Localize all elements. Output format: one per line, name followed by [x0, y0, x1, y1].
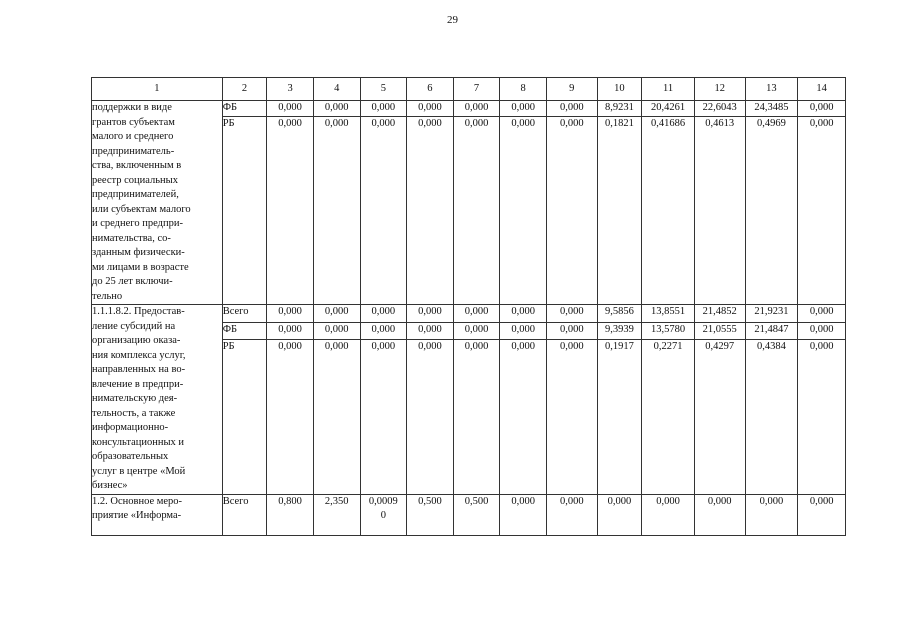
value-cell: 0,000 — [597, 494, 642, 535]
value-cell: 0,000 — [267, 116, 314, 304]
value-cell: 0,000 — [360, 340, 407, 494]
value-cell: 0,000 — [798, 305, 846, 323]
value-cell: 0,000 — [407, 101, 454, 117]
column-header: 2 — [222, 78, 267, 101]
value-cell: 0,000 — [798, 101, 846, 117]
column-header: 13 — [745, 78, 798, 101]
value-cell: 21,4847 — [745, 322, 798, 340]
funding-source-cell: ФБ — [222, 322, 267, 340]
value-cell: 0,1917 — [597, 340, 642, 494]
value-cell: 0,1821 — [597, 116, 642, 304]
value-cell: 20,4261 — [642, 101, 695, 117]
value-cell: 0,000 — [453, 116, 500, 304]
value-cell: 0,000 — [500, 116, 547, 304]
value-cell: 24,3485 — [745, 101, 798, 117]
value-cell: 0,4297 — [694, 340, 745, 494]
value-cell: 0,000 — [546, 101, 597, 117]
value-cell: 0,4384 — [745, 340, 798, 494]
column-header: 14 — [798, 78, 846, 101]
funding-source-cell: РБ — [222, 340, 267, 494]
column-header: 1 — [92, 78, 223, 101]
value-cell: 21,0555 — [694, 322, 745, 340]
value-cell: 22,6043 — [694, 101, 745, 117]
activity-name-cell: 1.1.1.8.2. Предостав- ление субсидий на организацию оказа- ния комплекса услуг, направленных на во- влечение в предпри- нимательскую дея- тельность, а также информационно- консультационных и образовательных услуг в центре «Мой бизнес» — [92, 305, 223, 495]
value-cell: 0,4969 — [745, 116, 798, 304]
column-header: 10 — [597, 78, 642, 101]
value-cell: 13,5780 — [642, 322, 695, 340]
value-cell: 0,000 — [407, 305, 454, 323]
value-cell: 0,000 — [546, 322, 597, 340]
column-header: 5 — [360, 78, 407, 101]
value-cell: 0,000 — [313, 101, 360, 117]
value-cell: 0,000 — [798, 340, 846, 494]
value-cell: 0,000 — [407, 340, 454, 494]
value-cell: 0,000 — [500, 101, 547, 117]
table-row — [92, 494, 846, 535]
value-cell: 0,000 — [642, 494, 695, 535]
value-cell: 0,000 — [745, 494, 798, 535]
value-cell: 0,000 — [798, 494, 846, 535]
column-header: 7 — [453, 78, 500, 101]
budget-table — [91, 77, 846, 536]
value-cell: 9,3939 — [597, 322, 642, 340]
value-cell: 0,000 — [267, 305, 314, 323]
value-cell: 0,0009 0 — [360, 494, 407, 535]
value-cell: 0,800 — [267, 494, 314, 535]
value-cell: 0,000 — [453, 101, 500, 117]
value-cell: 0,4613 — [694, 116, 745, 304]
value-cell: 0,000 — [360, 305, 407, 323]
value-cell: 0,000 — [453, 340, 500, 494]
column-header: 9 — [546, 78, 597, 101]
value-cell: 0,000 — [453, 305, 500, 323]
table-row — [92, 305, 846, 323]
value-cell: 0,000 — [500, 340, 547, 494]
value-cell: 0,000 — [500, 494, 547, 535]
value-cell: 8,9231 — [597, 101, 642, 117]
value-cell: 0,000 — [546, 116, 597, 304]
value-cell: 0,000 — [798, 322, 846, 340]
value-cell: 0,000 — [453, 322, 500, 340]
column-header: 4 — [313, 78, 360, 101]
funding-source-cell: Всего — [222, 305, 267, 323]
value-cell: 0,000 — [798, 116, 846, 304]
value-cell: 0,000 — [313, 322, 360, 340]
value-cell: 0,000 — [360, 101, 407, 117]
value-cell: 0,000 — [546, 305, 597, 323]
value-cell: 0,000 — [546, 494, 597, 535]
page-number: 29 — [447, 14, 458, 26]
activity-name-cell: 1.2. Основное меро- приятие «Информа- — [92, 494, 223, 535]
value-cell: 0,000 — [267, 322, 314, 340]
funding-source-cell: ФБ — [222, 101, 267, 117]
value-cell: 0,000 — [267, 340, 314, 494]
value-cell: 0,000 — [407, 322, 454, 340]
column-header: 8 — [500, 78, 547, 101]
value-cell: 0,41686 — [642, 116, 695, 304]
value-cell: 0,000 — [360, 116, 407, 304]
value-cell: 0,000 — [313, 116, 360, 304]
value-cell: 0,000 — [694, 494, 745, 535]
value-cell: 0,2271 — [642, 340, 695, 494]
value-cell: 0,500 — [453, 494, 500, 535]
value-cell: 0,000 — [407, 116, 454, 304]
column-header: 12 — [694, 78, 745, 101]
column-header: 3 — [267, 78, 314, 101]
header-row — [92, 78, 846, 101]
value-cell: 0,500 — [407, 494, 454, 535]
funding-source-cell: Всего — [222, 494, 267, 535]
value-cell: 0,000 — [267, 101, 314, 117]
value-cell: 0,000 — [313, 305, 360, 323]
value-cell: 0,000 — [500, 305, 547, 323]
value-cell: 0,000 — [360, 322, 407, 340]
value-cell: 0,000 — [546, 340, 597, 494]
value-cell: 21,4852 — [694, 305, 745, 323]
funding-source-cell: РБ — [222, 116, 267, 304]
value-cell: 2,350 — [313, 494, 360, 535]
activity-name-cell: поддержки в виде грантов субъектам малого и среднего предприниматель- ства, включенным в реестр социальных предпринимателей, или субъектам малого и среднего предпри- нимательства, со- зданным физически- ми лицами в возрасте до 25 лет включи- тельно — [92, 101, 223, 305]
value-cell: 0,000 — [500, 322, 547, 340]
value-cell: 9,5856 — [597, 305, 642, 323]
column-header: 11 — [642, 78, 695, 101]
value-cell: 13,8551 — [642, 305, 695, 323]
column-header: 6 — [407, 78, 454, 101]
value-cell: 0,000 — [313, 340, 360, 494]
value-cell: 21,9231 — [745, 305, 798, 323]
table-row — [92, 101, 846, 117]
